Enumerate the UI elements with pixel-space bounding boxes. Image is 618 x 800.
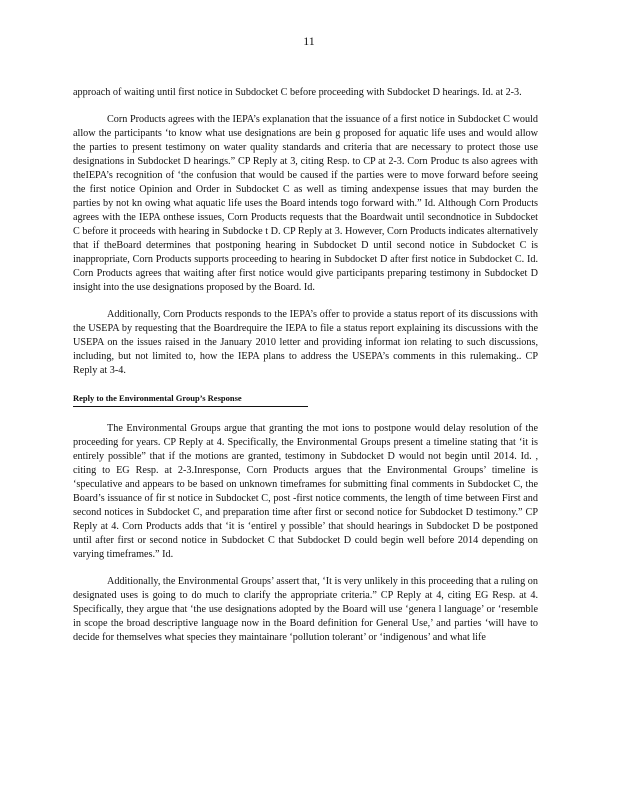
paragraph-environmental-groups-assert: Additionally, the Environmental Groups’ assert that, ‘It is very unlikely in this proceeding that a ruling on designated uses is going to do much to clarify the appropriate criteria.” CP Reply at 4, citing EG Resp. at 4. Specifically, they argue that ‘the use designations adopted by the Board will use ‘genera l language’ or ‘resemble in scope the broad descriptive language now in the Board definition for General Use,’ and parties ‘will have to decide for themselves what species they maintainare ‘pollution tolerant’ or ‘indigenous’ and what life — [73, 576, 538, 643]
paragraph-status-report: Additionally, Corn Products responds to the IEPA’s offer to provide a status report of its discussions with the USEPA by requesting that the Boardrequire the IEPA to file a status report explaining its discussions with the USEPA on the issues raised in the January 2010 letter and providing informat ion relating to such discussions, including, but not limited to, how the IEPA plans to address the USEPA’s comments in this rulemaking.. CP Reply at 3-4. — [73, 309, 538, 376]
page-number: 11 — [303, 34, 315, 48]
paragraph-continuation: approach of waiting until first notice in Subdocket C before proceeding with Subdocket D hearings. Id. at 2-3. — [73, 87, 522, 98]
paragraph-corn-products-agrees: Corn Products agrees with the IEPA’s explanation that the issuance of a first notice in Subdocket C would allow the participants ‘to know what use designations are bein g proposed for aquatic life uses and would allow the parties to present testimony on water quality standards and criteria that are necessary to protect those use designations in Subdocket D hearings.” CP Reply at 3, citing Resp. to CP at 2-3. Corn Produc ts also agrees with theIEPA’s recognition of ‘the confusion that would be caused if the parties were to move forward before seeing the first notice Opinion and Order in Subdocket C as well as timing andexpense issues that may burden the parties by not kn owing what aquatic life uses the Board intends togo forward with.” Id. Although Corn Products agrees with the IEPA onthese issues, Corn Products requests that the Boardwait until secondnotice in Subdocket C before it proceeds with hearing in Subdocke t D. CP Reply at 3. However, Corn Products indicates alternatively that if theBoard determines that postponing hearing in Subdocket D until second notice in Subdocket C is inappropriate, Corn Products supports proceeding to hearing in Subdocket D after first notice in Subdocket C. Id. Corn Products agrees that waiting after first notice would give participants preparing testimony in Subdocket D insight into the use designations proposed by the Board. Id. — [73, 114, 538, 293]
paragraph-environmental-groups-argue: The Environmental Groups argue that granting the mot ions to postpone would delay resolution of the proceeding for years. CP Reply at 4. Specifically, the Environmental Groups present a timeline stating that ‘it is entirely possible” that if the motions are granted, testimony in Subdocket D would not begin until 2014. Id. , citing to EG Resp. at 2-3.Inresponse, Corn Products argues that the Environmental Groups’ timeline is ‘speculative and appears to be based on unknown timeframes for submitting final comments in Subdocket C, the Board’s issuance of fir st notice in Subdocket C, post -first notice comments, the length of time between First and second notices in Subdocket C, and preparation time after first or second notice for Subdocket D testimony.” CP Reply at 4. Corn Products adds that ‘it is ‘entirel y possible’ that should hearings in Subdocket D be postponed until after first or second notice in Subdocket C that Subdocket D could begin well before 2014 depending on varying timeframes.” Id. — [73, 423, 538, 560]
document-body — [73, 86, 538, 658]
section-heading: Reply to the Environmental Group’s Response — [73, 391, 308, 407]
